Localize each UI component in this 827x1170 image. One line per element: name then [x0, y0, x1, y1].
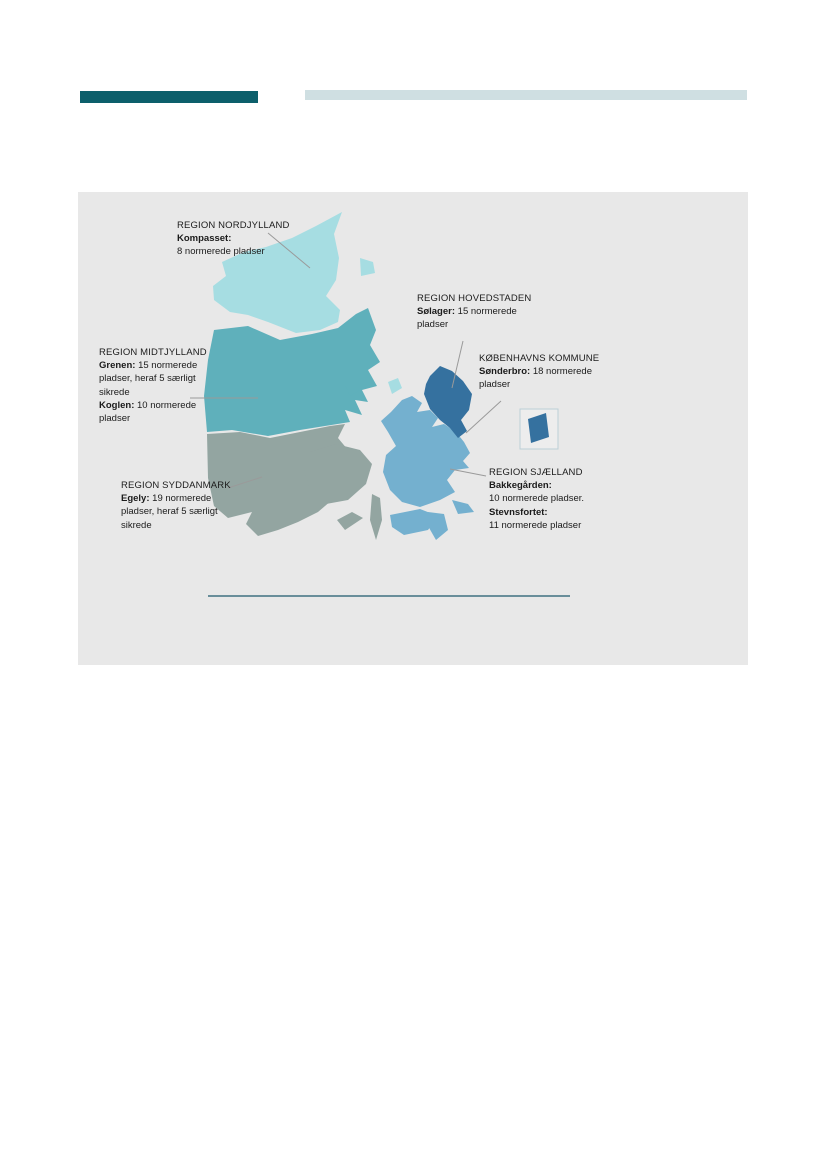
map-label-kobenhavns-kommune — [479, 352, 599, 392]
label-line: pladser — [417, 319, 449, 331]
map-label-hovedstaden — [417, 292, 531, 332]
map-figure-panel — [78, 192, 748, 665]
map-label-nordjylland — [177, 219, 290, 259]
label-line: sikrede — [99, 386, 130, 398]
region-name: REGION NORDJYLLAND — [177, 220, 290, 231]
label-line: Egely: 19 normerede — [121, 493, 212, 505]
label-line: Stevnsfortet: — [489, 506, 548, 518]
map-label-sjaelland — [489, 466, 584, 532]
region-name: REGION SJÆLLAND — [489, 467, 583, 478]
label-line: Bakkegården: — [489, 480, 552, 492]
label-line: Grenen: 15 normerede — [99, 360, 198, 372]
label-line: Kompasset: — [177, 233, 232, 245]
map-label-midtjylland — [99, 346, 207, 425]
label-line: sikrede — [121, 519, 152, 531]
label-line: pladser — [479, 379, 511, 391]
denmark-map — [78, 192, 748, 665]
leader-line-kobenhavn — [466, 401, 501, 433]
label-line: Sølager: 15 normerede — [417, 306, 517, 318]
region-name: KØBENHAVNS KOMMUNE — [479, 353, 600, 364]
label-line: pladser, heraf 5 særligt — [99, 373, 196, 385]
label-line: pladser, heraf 5 særligt — [121, 506, 218, 518]
label-line: 11 normerede pladser — [489, 519, 582, 531]
leader-line-sjaelland — [450, 469, 486, 476]
map-island-aeroe — [337, 512, 363, 530]
region-name: REGION HOVEDSTADEN — [417, 293, 532, 304]
map-island-laesoe — [360, 258, 375, 276]
label-line: Koglen: 10 normerede — [99, 399, 197, 411]
region-name: REGION SYDDANMARK — [121, 480, 231, 491]
map-island-moen — [452, 500, 474, 514]
label-line: 10 normerede pladser. — [489, 493, 585, 505]
label-line: pladser — [99, 413, 131, 425]
header-bar-light — [305, 90, 747, 100]
label-line: Sønderbro: 18 normerede — [479, 366, 592, 378]
map-island-langeland — [370, 494, 382, 540]
header-bar-dark — [80, 91, 258, 103]
label-line: 8 normerede pladser — [177, 246, 265, 258]
map-island-falster — [428, 512, 448, 540]
map-island-anholt — [388, 378, 402, 394]
region-name: REGION MIDTJYLLAND — [99, 347, 207, 358]
map-label-syddanmark — [121, 479, 231, 532]
